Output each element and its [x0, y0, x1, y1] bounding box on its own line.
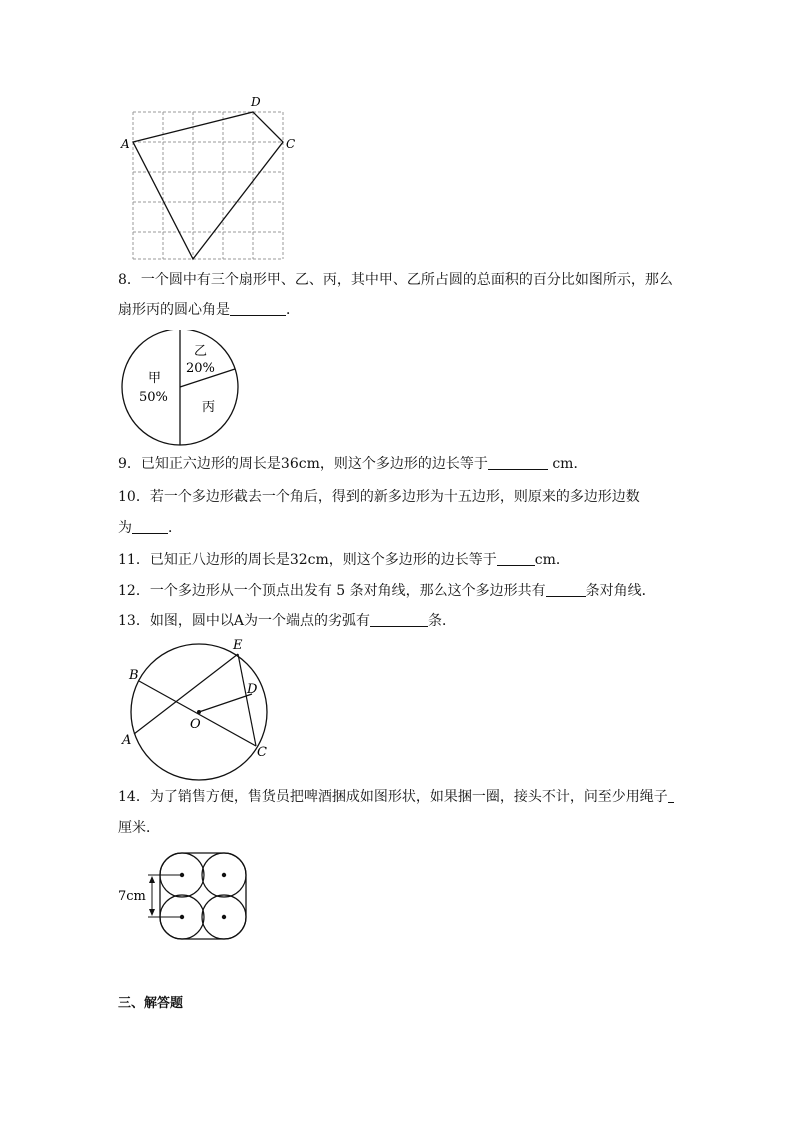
label-e: E — [233, 638, 243, 653]
dimension-label: 7cm — [118, 889, 146, 904]
bottle-center-br — [222, 915, 226, 919]
label-o: O — [190, 717, 201, 732]
label-b: B — [129, 668, 139, 683]
q10-line1: 10．若一个多边形截去一个角后，得到的新多边形为十五边形，则原来的多边形边数 — [118, 489, 640, 505]
label-a: A — [122, 733, 132, 748]
q12-line: 12．一个多边形从一个顶点出发有 5 条对角线，那么这个多边形共有 条对角线． — [118, 583, 656, 599]
pie-label-jia: 甲 — [148, 371, 162, 386]
q14-answer-blank[interactable] — [668, 788, 674, 803]
label-d: D — [247, 682, 258, 697]
q13-line: 13．如图，圆中以A为一个端点的劣弧有 条． — [118, 613, 456, 629]
section-heading: 三、解答题 — [118, 996, 184, 1011]
label-c: C — [286, 137, 296, 151]
chord-b-c — [139, 681, 256, 746]
pie-label-jia-pct: 50% — [139, 390, 168, 405]
q14-line2: 厘米． — [118, 820, 160, 836]
bottle-bundle-figure — [116, 850, 252, 944]
label-c: C — [257, 745, 267, 760]
segment-o-d — [199, 694, 252, 712]
chord-e-c — [238, 654, 256, 746]
rope-outline — [160, 853, 246, 939]
dim-arrow-top — [149, 876, 155, 883]
q8-line2: 扇形丙的圆心角是 ． — [118, 302, 300, 318]
pie-label-yi: 乙 — [194, 344, 208, 359]
pie-chart-figure — [118, 330, 242, 450]
pie-label-yi-pct: 20% — [186, 361, 215, 376]
q10-line2: 为 ． — [118, 520, 182, 536]
q11-answer-blank[interactable] — [497, 551, 535, 566]
circle-arcs-figure — [116, 634, 280, 784]
bottle-center-tr — [222, 873, 226, 877]
q12-answer-blank[interactable] — [546, 582, 586, 597]
center-point — [197, 710, 201, 714]
quadrilateral — [133, 112, 283, 259]
dim-arrow-bottom — [149, 909, 155, 916]
label-a: A — [121, 137, 130, 151]
q9-answer-blank[interactable] — [488, 455, 548, 470]
grid-quadrilateral-figure — [118, 92, 298, 264]
q14-line1: 14．为了销售方便，售货员把啤酒捆成如图形状，如果捆一圈，接头不计，问至少用绳子 — [118, 787, 674, 807]
q8-answer-blank[interactable] — [230, 301, 286, 316]
q10-answer-blank[interactable] — [132, 519, 168, 534]
q8-line1: 8．一个圆中有三个扇形甲、乙、丙，其中甲、乙所占圆的总面积的百分比如图所示，那么 — [118, 272, 673, 288]
q9-line: 9．已知正六边形的周长是36cm，则这个多边形的边长等于 cm． — [118, 456, 588, 472]
q13-answer-blank[interactable] — [370, 612, 428, 627]
label-d: D — [251, 95, 261, 109]
q11-line: 11．已知正八边形的周长是32cm，则这个多边形的边长等于 cm． — [118, 552, 570, 568]
pie-label-bing: 丙 — [202, 400, 216, 415]
